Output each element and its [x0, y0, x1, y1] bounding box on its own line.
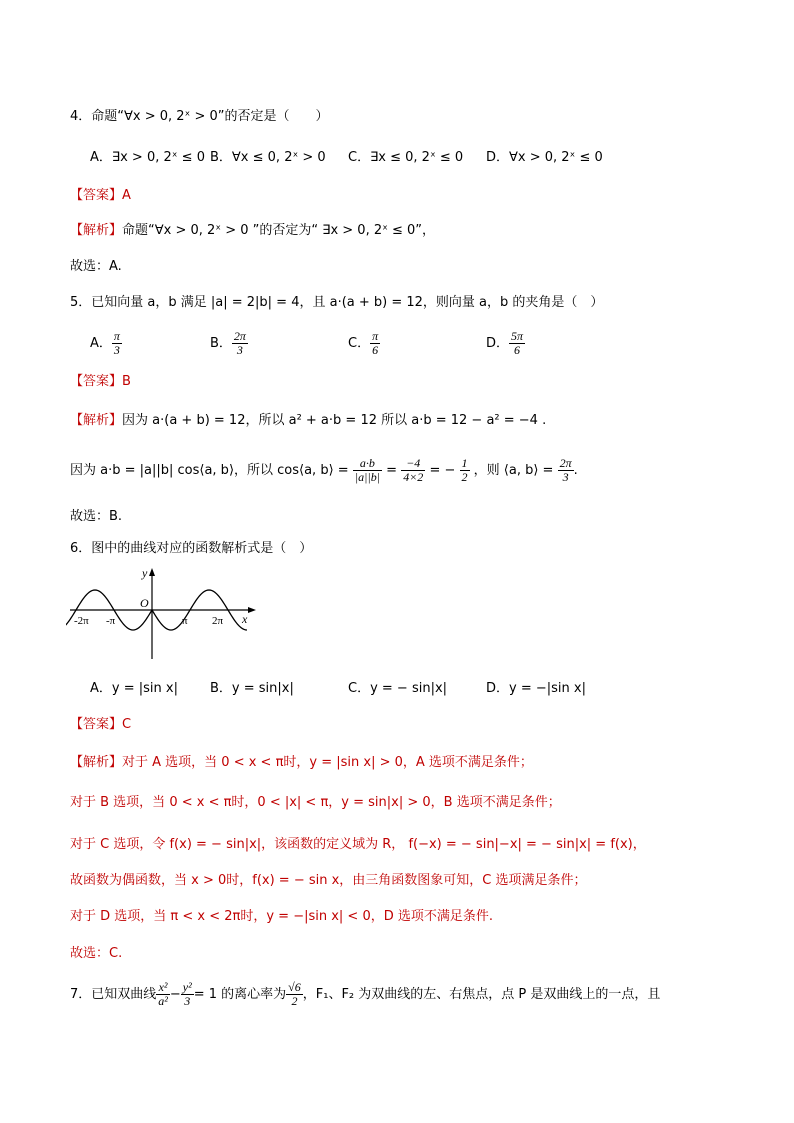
analysis-text: 因为 a·b = |a||b| cos⟨a, b⟩，所以 cos⟨a, b⟩ =	[70, 463, 349, 478]
fraction-denominator: a²	[158, 994, 168, 1008]
q4-stem: 4．命题“∀x > 0, 2ˣ > 0”的否定是（ ）	[70, 109, 329, 124]
fraction-numerator: 2π	[233, 329, 246, 343]
tick-label: π	[182, 615, 188, 627]
fraction-y2-3	[181, 981, 194, 1008]
fraction-denominator: 3	[562, 470, 569, 484]
x-axis-label: x	[242, 612, 248, 626]
option-fraction	[370, 330, 380, 357]
y-axis-label: y	[142, 566, 148, 580]
analysis-text: 对于 A 选项，当 0 < x < π时，y = |sin x| > 0，A 选项不满足条件；	[122, 755, 533, 770]
fraction-numerator: π	[372, 329, 379, 343]
analysis-tag: 【解析】	[70, 223, 123, 238]
analysis-text: 命题“∀x > 0, 2ˣ > 0 ”的否定为“ ∃x > 0, 2ˣ ≤ 0”，	[122, 223, 436, 238]
q6-option-d: D．y = −|sin x|	[486, 681, 586, 696]
q4-analysis	[70, 222, 435, 240]
q4-option-c: C．∃x ≤ 0, 2ˣ ≤ 0	[348, 150, 464, 165]
q6-choose: 故选：C.	[70, 946, 123, 961]
equals-sign: =	[386, 463, 398, 478]
tick-label: 2π	[212, 615, 224, 627]
q6-option-b: B．y = sin|x|	[210, 681, 294, 696]
q6-analysis-line5: 对于 D 选项，当 π < x < 2π时，y = −|sin x| < 0，D 选项不满足条件.	[70, 909, 493, 924]
q6-answer	[70, 716, 131, 734]
answer-tag: 【答案】	[70, 374, 123, 389]
fraction-denominator: 2	[291, 994, 298, 1008]
fraction-value	[401, 457, 425, 484]
analysis-tag: 【解析】	[70, 413, 123, 428]
stem-text: = 1 的离心率为	[193, 987, 287, 1002]
fraction-denominator: |a||b|	[354, 470, 381, 484]
q5-stem: 5．已知向量 a，b 满足 |a| = 2|b| = 4，且 a·(a + b) = 12，则向量 a，b 的夹角是（ ）	[70, 295, 604, 310]
q5-option-c	[348, 330, 380, 357]
analysis-text: 因为 a·(a + b) = 12，所以 a² + a·b = 12 所以 a·b = 12 − a² = −4 .	[122, 413, 547, 428]
q4-choose: 故选：A.	[70, 259, 122, 274]
answer-value: B	[122, 374, 131, 389]
fraction-numerator: y²	[182, 980, 192, 994]
fraction-numerator: √6	[288, 980, 301, 994]
answer-value: A	[122, 188, 131, 203]
option-label: A．	[90, 336, 112, 351]
option-label: D．	[486, 336, 510, 351]
q5-option-d	[486, 330, 525, 357]
fraction-eccentricity	[286, 981, 303, 1008]
fraction-x2-a2	[156, 981, 170, 1008]
fraction-denominator: 2	[461, 470, 468, 484]
q6-stem: 6．图中的曲线对应的函数解析式是（ ）	[70, 541, 313, 556]
fraction-denominator: 4×2	[403, 470, 424, 484]
fraction-half	[460, 457, 470, 484]
answer-tag: 【答案】	[70, 188, 123, 203]
option-fraction	[112, 330, 122, 357]
period: .	[573, 463, 578, 478]
option-label: B．	[210, 336, 232, 351]
q4-option-a: A．∃x > 0, 2ˣ ≤ 0	[90, 150, 205, 165]
fraction-numerator: −4	[401, 457, 425, 471]
q5-option-a	[90, 330, 122, 357]
q4-answer	[70, 187, 131, 205]
minus-sign: −	[169, 987, 181, 1002]
fraction-numerator: π	[113, 329, 120, 343]
q7-stem	[70, 978, 660, 1012]
q6-analysis-line3: 对于 C 选项，令 f(x) = − sin|x|，该函数的定义域为 R， f(−x) = − sin|−x| = − sin|x| = f(x)，	[70, 837, 646, 852]
fraction-denominator: 6	[372, 343, 379, 357]
y-axis-arrow-icon	[149, 568, 155, 576]
function-graph	[66, 563, 266, 663]
q5-analysis-line2	[70, 454, 578, 488]
q4-option-b: B．∀x ≤ 0, 2ˣ > 0	[210, 150, 326, 165]
q6-analysis-line1	[70, 754, 533, 772]
q5-choose: 故选：B.	[70, 509, 123, 524]
q5-analysis-line1	[70, 412, 546, 430]
q5-answer	[70, 373, 131, 391]
answer-tag: 【答案】	[70, 717, 123, 732]
fraction-cos	[353, 457, 382, 484]
option-fraction	[509, 330, 525, 357]
q6-analysis-line2: 对于 B 选项，当 0 < x < π时，0 < |x| < π，y = sin|x| > 0，B 选项不满足条件；	[70, 795, 561, 810]
fraction-numerator: 1	[461, 456, 468, 470]
origin-label: O	[140, 596, 149, 610]
option-label: C．	[348, 336, 371, 351]
stem-text: ，F₁、F₂ 为双曲线的左、右焦点，点 P 是双曲线上的一点，且	[302, 987, 661, 1002]
q5-option-b	[210, 330, 248, 357]
x-axis-arrow-icon	[248, 607, 256, 613]
q6-option-c: C．y = − sin|x|	[348, 681, 448, 696]
analysis-tag: 【解析】	[70, 755, 123, 770]
stem-text: 7．已知双曲线	[70, 987, 157, 1002]
fraction-numerator: 5π	[511, 329, 524, 343]
equals-minus: = −	[429, 463, 456, 478]
q6-analysis-line4: 故函数为偶函数，当 x > 0时，f(x) = − sin x，由三角函数图象可知，C 选项满足条件；	[70, 873, 587, 888]
fraction-numerator: a·b	[353, 457, 382, 471]
fraction-numerator: x²	[156, 981, 170, 995]
fraction-angle	[558, 457, 574, 484]
analysis-text: ，则 ⟨a, b⟩ =	[473, 463, 554, 478]
fraction-denominator: 3	[113, 343, 120, 357]
fraction-numerator: 2π	[559, 456, 572, 470]
fraction-denominator: 3	[236, 343, 243, 357]
q4-option-d: D．∀x > 0, 2ˣ ≤ 0	[486, 150, 603, 165]
answer-value: C	[122, 717, 132, 732]
tick-label: -2π	[74, 615, 89, 627]
tick-label: -π	[106, 615, 116, 627]
q6-option-a: A．y = |sin x|	[90, 681, 178, 696]
fraction-denominator: 6	[514, 343, 521, 357]
fraction-denominator: 3	[184, 994, 191, 1008]
option-fraction	[232, 330, 248, 357]
